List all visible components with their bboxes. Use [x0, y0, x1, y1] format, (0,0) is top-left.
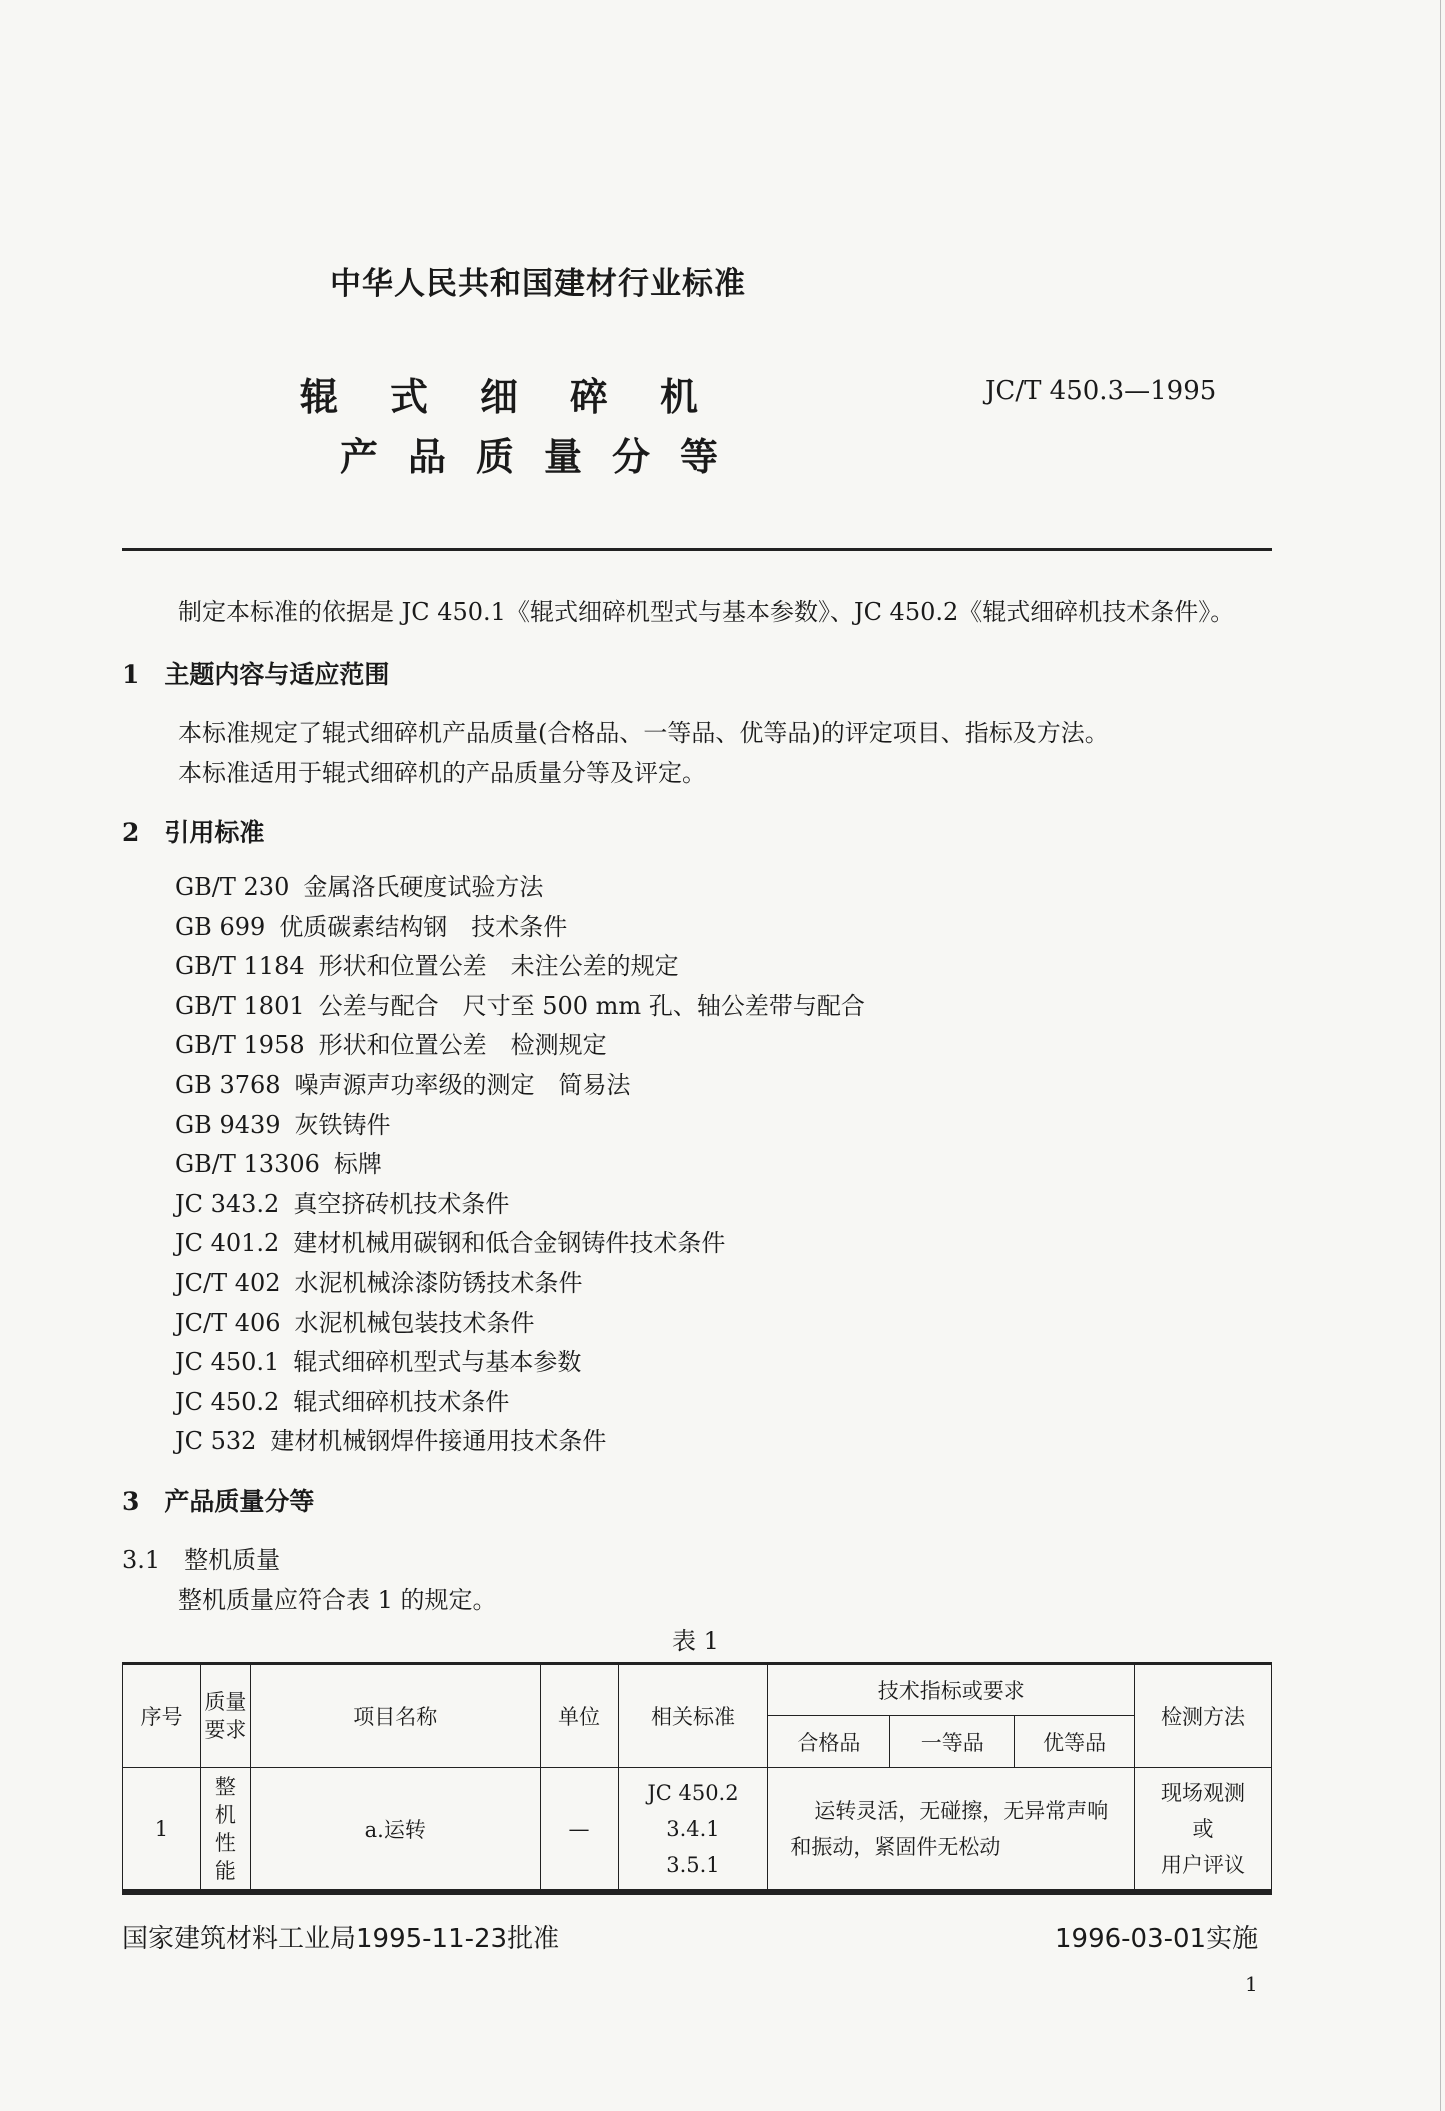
reference-name: 灰铁铸件: [294, 1110, 391, 1139]
section-3-heading: [122, 1482, 314, 1518]
section-1-para-1: 本标准规定了辊式细碎机产品质量(合格品、一等品、优等品)的评定项目、指标及方法。: [178, 719, 1109, 747]
reference-code: GB/T 1801: [175, 991, 305, 1020]
section-2-title: 引用标准: [164, 818, 265, 847]
reference-code: GB/T 1958: [175, 1031, 305, 1060]
reference-code: JC/T 402: [175, 1268, 281, 1297]
section-2-heading: [122, 813, 264, 849]
row-method-line1: 现场观测: [1161, 1780, 1246, 1805]
page-edge-line: [1440, 0, 1441, 2111]
reference-name: 辊式细碎机型式与基本参数: [293, 1348, 582, 1377]
reference-code: GB/T 1184: [175, 952, 305, 981]
reference-code: GB 9439: [175, 1110, 281, 1139]
reference-item: [175, 1422, 865, 1462]
row-standard: [618, 1768, 768, 1891]
header-divider: [122, 548, 1272, 551]
reference-item: [175, 1106, 865, 1146]
section-3-1-title: 整机质量: [184, 1546, 281, 1574]
row-method-line3: 用户评议: [1161, 1852, 1246, 1877]
reference-code: GB 699: [175, 912, 266, 941]
table-caption: 表 1: [672, 1627, 719, 1655]
reference-item: [175, 1224, 865, 1264]
header-grade-pass: 合格品: [768, 1716, 890, 1768]
reference-list: [175, 868, 865, 1462]
reference-item: [175, 947, 865, 987]
standard-category-title: 中华人民共和国建材行业标准: [330, 266, 746, 302]
row-method: [1135, 1768, 1272, 1891]
reference-item: [175, 908, 865, 948]
reference-item: [175, 1343, 865, 1383]
reference-name: 标牌: [333, 1150, 382, 1179]
quality-table: [122, 1662, 1272, 1892]
reference-code: JC 450.1: [175, 1348, 280, 1377]
reference-code: GB/T 230: [175, 873, 290, 901]
reference-item: [175, 987, 865, 1027]
reference-name: 建材机械钢焊件接通用技术条件: [270, 1427, 607, 1456]
page-number: 1: [1245, 1972, 1258, 1996]
reference-code: JC 450.2: [175, 1387, 280, 1416]
footer-divider: [122, 1892, 1272, 1895]
row-requirement-line1: 运转灵活，无碰擦，无异常声响: [814, 1798, 1109, 1823]
section-2-number: 2: [122, 818, 140, 847]
reference-name: 公差与配合 尺寸至 500 mm 孔、轴公差带与配合: [318, 991, 865, 1020]
reference-name: 真空挤砖机技术条件: [293, 1189, 510, 1218]
section-3-number: 3: [122, 1487, 140, 1516]
reference-name: 噪声源声功率级的测定 简易法: [294, 1070, 631, 1099]
reference-name: 优质碳素结构钢 技术条件: [279, 912, 568, 941]
reference-code: JC 343.2: [175, 1189, 280, 1218]
reference-code: JC 401.2: [175, 1229, 280, 1258]
row-method-line2: 或: [1192, 1816, 1214, 1841]
effective-date: 1996-03-01实施: [1055, 1924, 1259, 1954]
section-1-title: 主题内容与适应范围: [164, 660, 390, 689]
header-unit: 单位: [540, 1664, 618, 1768]
row-requirement: [768, 1768, 1135, 1891]
row-item: a.运转: [250, 1768, 540, 1891]
reference-name: 形状和位置公差 未注公差的规定: [318, 952, 679, 981]
approval-note: 国家建筑材料工业局1995-11-23批准: [122, 1924, 560, 1954]
reference-item: [175, 1304, 865, 1344]
reference-item: [175, 1185, 865, 1225]
row-requirement-line2: 和振动，紧固件无松动: [790, 1834, 1001, 1859]
row-standard-line2: 3.4.1: [666, 1816, 720, 1841]
reference-code: GB 3768: [175, 1070, 281, 1099]
reference-name: 金属洛氏硬度试验方法: [303, 873, 544, 901]
reference-name: 形状和位置公差 检测规定: [318, 1031, 607, 1060]
reference-code: JC 532: [175, 1427, 257, 1456]
row-quality: 整机性能: [200, 1768, 250, 1891]
section-1-para-2: 本标准适用于辊式细碎机的产品质量分等及评定。: [178, 759, 706, 787]
header-method: 检测方法: [1135, 1664, 1272, 1768]
header-standard: 相关标准: [618, 1664, 768, 1768]
header-tech: 技术指标或要求: [768, 1664, 1135, 1716]
row-standard-line1: JC 450.2: [647, 1780, 739, 1805]
header-quality: 质量要求: [200, 1664, 250, 1768]
reference-item: [175, 1145, 865, 1185]
reference-item: [175, 1264, 865, 1304]
section-3-1-para: 整机质量应符合表 1 的规定。: [178, 1586, 497, 1614]
reference-name: 辊式细碎机技术条件: [293, 1387, 510, 1416]
row-unit: —: [540, 1768, 618, 1891]
section-3-1-heading: [122, 1540, 280, 1575]
reference-name: 水泥机械包装技术条件: [294, 1308, 535, 1337]
section-3-title: 产品质量分等: [164, 1487, 315, 1516]
reference-code: GB/T 13306: [175, 1150, 320, 1179]
reference-code: JC/T 406: [175, 1308, 281, 1337]
section-1-number: 1: [122, 660, 140, 689]
header-seq: 序号: [123, 1664, 201, 1768]
reference-item: [175, 1066, 865, 1106]
reference-item: [175, 1026, 865, 1066]
reference-item: [175, 1383, 865, 1423]
intro-paragraph: 制定本标准的依据是 JC 450.1《辊式细碎机型式与基本参数》、JC 450.2《辊式细碎机技术条件》。: [178, 598, 1235, 626]
document-title-line2: 产品质量分等: [340, 435, 749, 479]
table-row: [123, 1768, 1272, 1891]
row-seq: 1: [123, 1768, 201, 1891]
header-grade-first: 一等品: [890, 1716, 1015, 1768]
section-1-heading: [122, 655, 389, 691]
standard-code: JC/T 450.3—1995: [985, 376, 1217, 406]
reference-name: 建材机械用碳钢和低合金钢铸件技术条件: [293, 1229, 726, 1258]
reference-item: [175, 868, 865, 908]
section-3-1-number: 3.1: [122, 1546, 161, 1574]
header-item: 项目名称: [250, 1664, 540, 1768]
row-standard-line3: 3.5.1: [666, 1852, 720, 1877]
reference-name: 水泥机械涂漆防锈技术条件: [294, 1268, 583, 1297]
document-title-line1: 辊式细碎机: [300, 375, 751, 419]
header-grade-excellent: 优等品: [1015, 1716, 1135, 1768]
